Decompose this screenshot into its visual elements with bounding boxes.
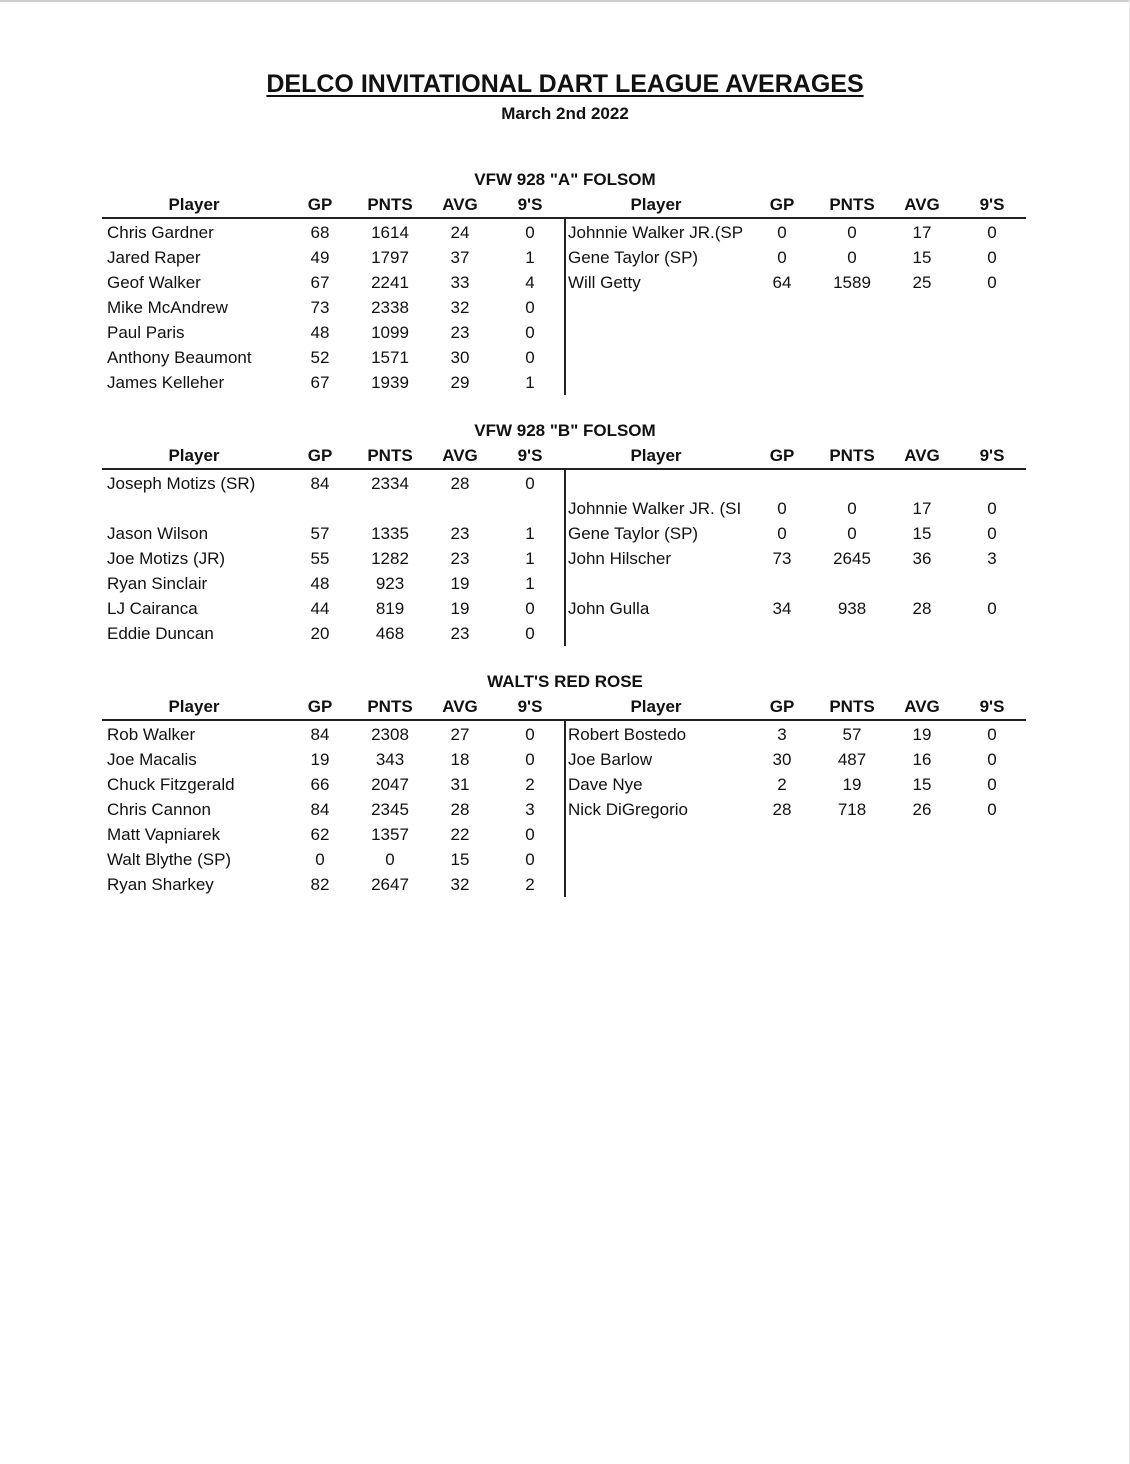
table-row (0, 747, 1130, 772)
table-row (0, 270, 1130, 295)
table-row (0, 521, 1130, 546)
points: 0 (847, 223, 857, 242)
nine-darters: 0 (987, 800, 997, 819)
nine-darters: 1 (525, 549, 535, 568)
player-name: Dave Nye (568, 775, 643, 794)
column-header-avg-right: AVG (904, 697, 940, 716)
games-played: 48 (310, 574, 330, 593)
table-row (0, 245, 1130, 270)
points: 1589 (833, 273, 871, 292)
average: 22 (450, 825, 470, 844)
games-played: 68 (310, 223, 330, 242)
games-played: 19 (310, 750, 330, 769)
column-header-nines-right: 9'S (979, 697, 1005, 716)
team-title: VFW 928 "A" FOLSOM (474, 170, 656, 189)
player-name: Johnnie Walker JR.(SP (568, 223, 744, 242)
document-title (0, 68, 1130, 100)
nine-darters: 0 (525, 624, 535, 643)
player-name: Chris Cannon (107, 800, 211, 819)
page-top-border (0, 0, 1130, 2)
average: 32 (450, 875, 470, 894)
nine-darters: 0 (987, 273, 997, 292)
average: 37 (450, 248, 470, 267)
column-header-avg-right: AVG (904, 446, 940, 465)
column-header-player-left: Player (168, 195, 220, 214)
player-name: Joe Motizs (JR) (107, 549, 226, 568)
player-name: Nick DiGregorio (568, 800, 688, 819)
player-name: Gene Taylor (SP) (568, 248, 699, 267)
column-header-nines-right: 9'S (979, 446, 1005, 465)
nine-darters: 2 (525, 875, 535, 894)
points: 0 (847, 524, 857, 543)
player-name: Gene Taylor (SP) (568, 524, 699, 543)
games-played: 49 (310, 248, 330, 267)
player-name: LJ Cairanca (107, 599, 198, 618)
column-header-pnts-left: PNTS (367, 195, 413, 214)
average: 23 (450, 549, 470, 568)
points: 923 (375, 574, 405, 593)
column-header-avg-left: AVG (442, 697, 478, 716)
column-header-gp-left: GP (307, 195, 333, 214)
nine-darters: 0 (987, 775, 997, 794)
nine-darters: 0 (525, 850, 535, 869)
nine-darters: 1 (525, 524, 535, 543)
points: 819 (375, 599, 405, 618)
column-header-avg-left: AVG (442, 446, 478, 465)
games-played: 0 (777, 223, 787, 242)
points: 2645 (833, 549, 871, 568)
player-name: John Hilscher (568, 549, 671, 568)
column-header-pnts-right: PNTS (829, 195, 875, 214)
average: 15 (912, 775, 932, 794)
team-section (0, 420, 1130, 660)
games-played: 57 (310, 524, 330, 543)
player-name: Rob Walker (107, 725, 196, 744)
average: 36 (912, 549, 932, 568)
player-name: Mike McAndrew (107, 298, 228, 317)
average: 28 (450, 800, 470, 819)
points: 938 (837, 599, 867, 618)
column-header-player-left: Player (168, 697, 220, 716)
games-played: 30 (772, 750, 792, 769)
games-played: 64 (772, 273, 792, 292)
player-name: Joe Barlow (568, 750, 653, 769)
average: 15 (912, 248, 932, 267)
average: 23 (450, 524, 470, 543)
table-row (0, 872, 1130, 897)
nine-darters: 2 (525, 775, 535, 794)
player-name: Ryan Sharkey (107, 875, 214, 894)
table-row (0, 596, 1130, 621)
nine-darters: 0 (525, 298, 535, 317)
nine-darters: 0 (987, 248, 997, 267)
player-name: Paul Paris (107, 323, 185, 342)
column-header-gp-right: GP (769, 446, 795, 465)
nine-darters: 0 (987, 750, 997, 769)
table-row (0, 370, 1130, 395)
player-name: Anthony Beaumont (107, 348, 252, 367)
nine-darters: 0 (525, 223, 535, 242)
average: 19 (450, 574, 470, 593)
average: 24 (450, 223, 470, 242)
games-played: 20 (310, 624, 330, 643)
points: 718 (837, 800, 867, 819)
player-name: Jared Raper (107, 248, 201, 267)
games-played: 2 (777, 775, 787, 794)
average: 27 (450, 725, 470, 744)
nine-darters: 0 (987, 599, 997, 618)
player-name: Eddie Duncan (107, 624, 214, 643)
column-header-gp-right: GP (769, 697, 795, 716)
player-name: James Kelleher (107, 373, 225, 392)
average: 17 (912, 223, 932, 242)
team-section (0, 671, 1130, 911)
points: 2647 (371, 875, 409, 894)
points: 57 (842, 725, 862, 744)
average: 23 (450, 323, 470, 342)
table-row (0, 797, 1130, 822)
games-played: 67 (310, 373, 330, 392)
table-row (0, 722, 1130, 747)
player-name: Robert Bostedo (568, 725, 687, 744)
games-played: 67 (310, 273, 330, 292)
games-played: 34 (772, 599, 792, 618)
points: 0 (385, 850, 395, 869)
games-played: 73 (310, 298, 330, 317)
nine-darters: 0 (525, 474, 535, 493)
nine-darters: 0 (525, 750, 535, 769)
document-date: March 2nd 2022 (501, 104, 629, 123)
points: 1571 (371, 348, 409, 367)
average: 33 (450, 273, 470, 292)
column-header-pnts-left: PNTS (367, 446, 413, 465)
points: 2334 (371, 474, 409, 493)
points: 1614 (371, 223, 409, 242)
games-played: 62 (310, 825, 330, 844)
column-header-player-right: Player (630, 195, 682, 214)
average: 18 (450, 750, 470, 769)
table-row (0, 847, 1130, 872)
points: 1282 (371, 549, 409, 568)
nine-darters: 0 (987, 524, 997, 543)
games-played: 0 (777, 524, 787, 543)
average: 19 (912, 725, 932, 744)
games-played: 82 (310, 875, 330, 894)
points: 1797 (371, 248, 409, 267)
games-played: 73 (772, 549, 792, 568)
points: 19 (842, 775, 862, 794)
nine-darters: 0 (987, 223, 997, 242)
points: 0 (847, 248, 857, 267)
team-section (0, 169, 1130, 409)
average: 25 (912, 273, 932, 292)
nine-darters: 3 (987, 549, 997, 568)
player-name: John Gulla (568, 599, 650, 618)
column-header-gp-right: GP (769, 195, 795, 214)
points: 1099 (371, 323, 409, 342)
nine-darters: 1 (525, 574, 535, 593)
average: 15 (912, 524, 932, 543)
player-name: Joe Macalis (107, 750, 197, 769)
nine-darters: 0 (987, 725, 997, 744)
games-played: 28 (772, 800, 792, 819)
nine-darters: 0 (525, 725, 535, 744)
average: 30 (450, 348, 470, 367)
column-header-nines-right: 9'S (979, 195, 1005, 214)
player-name: Geof Walker (107, 273, 201, 292)
games-played: 3 (777, 725, 787, 744)
average: 19 (450, 599, 470, 618)
games-played: 44 (310, 599, 330, 618)
column-header-pnts-left: PNTS (367, 697, 413, 716)
column-header-avg-right: AVG (904, 195, 940, 214)
column-header-gp-left: GP (307, 697, 333, 716)
games-played: 52 (310, 348, 330, 367)
average: 28 (450, 474, 470, 493)
nine-darters: 0 (525, 825, 535, 844)
average: 26 (912, 800, 932, 819)
average: 32 (450, 298, 470, 317)
games-played: 0 (315, 850, 325, 869)
player-name: Jason Wilson (107, 524, 209, 543)
average: 23 (450, 624, 470, 643)
nine-darters: 0 (525, 323, 535, 342)
column-header-nines-left: 9'S (517, 697, 543, 716)
games-played: 84 (310, 800, 330, 819)
column-header-gp-left: GP (307, 446, 333, 465)
games-played: 0 (777, 499, 787, 518)
points: 2308 (371, 725, 409, 744)
table-row (0, 496, 1130, 521)
table-row (0, 320, 1130, 345)
games-played: 0 (777, 248, 787, 267)
nine-darters: 0 (987, 499, 997, 518)
column-header-nines-left: 9'S (517, 446, 543, 465)
column-header-nines-left: 9'S (517, 195, 543, 214)
average: 29 (450, 373, 470, 392)
player-name: Joseph Motizs (SR) (107, 474, 256, 493)
points: 487 (837, 750, 867, 769)
points: 343 (375, 750, 405, 769)
nine-darters: 1 (525, 248, 535, 267)
column-header-player-left: Player (168, 446, 220, 465)
table-row (0, 295, 1130, 320)
average: 31 (450, 775, 470, 794)
points: 2345 (371, 800, 409, 819)
column-header-player-right: Player (630, 697, 682, 716)
column-header-pnts-right: PNTS (829, 697, 875, 716)
column-header-player-right: Player (630, 446, 682, 465)
column-header-pnts-right: PNTS (829, 446, 875, 465)
points: 0 (847, 499, 857, 518)
nine-darters: 3 (525, 800, 535, 819)
player-name: Johnnie Walker JR. (SI (568, 499, 742, 518)
points: 468 (375, 624, 405, 643)
nine-darters: 0 (525, 348, 535, 367)
column-header-avg-left: AVG (442, 195, 478, 214)
player-name: Chuck Fitzgerald (107, 775, 235, 794)
team-title: VFW 928 "B" FOLSOM (474, 421, 656, 440)
games-played: 84 (310, 725, 330, 744)
points: 1939 (371, 373, 409, 392)
table-row (0, 772, 1130, 797)
player-name: Matt Vapniarek (107, 825, 221, 844)
average: 16 (912, 750, 932, 769)
average: 28 (912, 599, 932, 618)
table-row (0, 571, 1130, 596)
player-name: Will Getty (568, 273, 641, 292)
games-played: 48 (310, 323, 330, 342)
table-row (0, 822, 1130, 847)
games-played: 66 (310, 775, 330, 794)
player-name: Ryan Sinclair (107, 574, 208, 593)
table-row (0, 345, 1130, 370)
points: 2241 (371, 273, 409, 292)
average: 17 (912, 499, 932, 518)
team-title: WALT'S RED ROSE (487, 672, 643, 691)
player-name: Walt Blythe (SP) (107, 850, 232, 869)
nine-darters: 1 (525, 373, 535, 392)
points: 2047 (371, 775, 409, 794)
points: 1357 (371, 825, 409, 844)
document-title-text: DELCO INVITATIONAL DART LEAGUE AVERAGES (266, 70, 864, 98)
games-played: 55 (310, 549, 330, 568)
games-played: 84 (310, 474, 330, 493)
nine-darters: 0 (525, 599, 535, 618)
player-name: Chris Gardner (107, 223, 214, 242)
nine-darters: 4 (525, 273, 535, 292)
table-row (0, 471, 1130, 496)
table-row (0, 546, 1130, 571)
average: 15 (450, 850, 470, 869)
table-row (0, 220, 1130, 245)
points: 2338 (371, 298, 409, 317)
points: 1335 (371, 524, 409, 543)
table-row (0, 621, 1130, 646)
